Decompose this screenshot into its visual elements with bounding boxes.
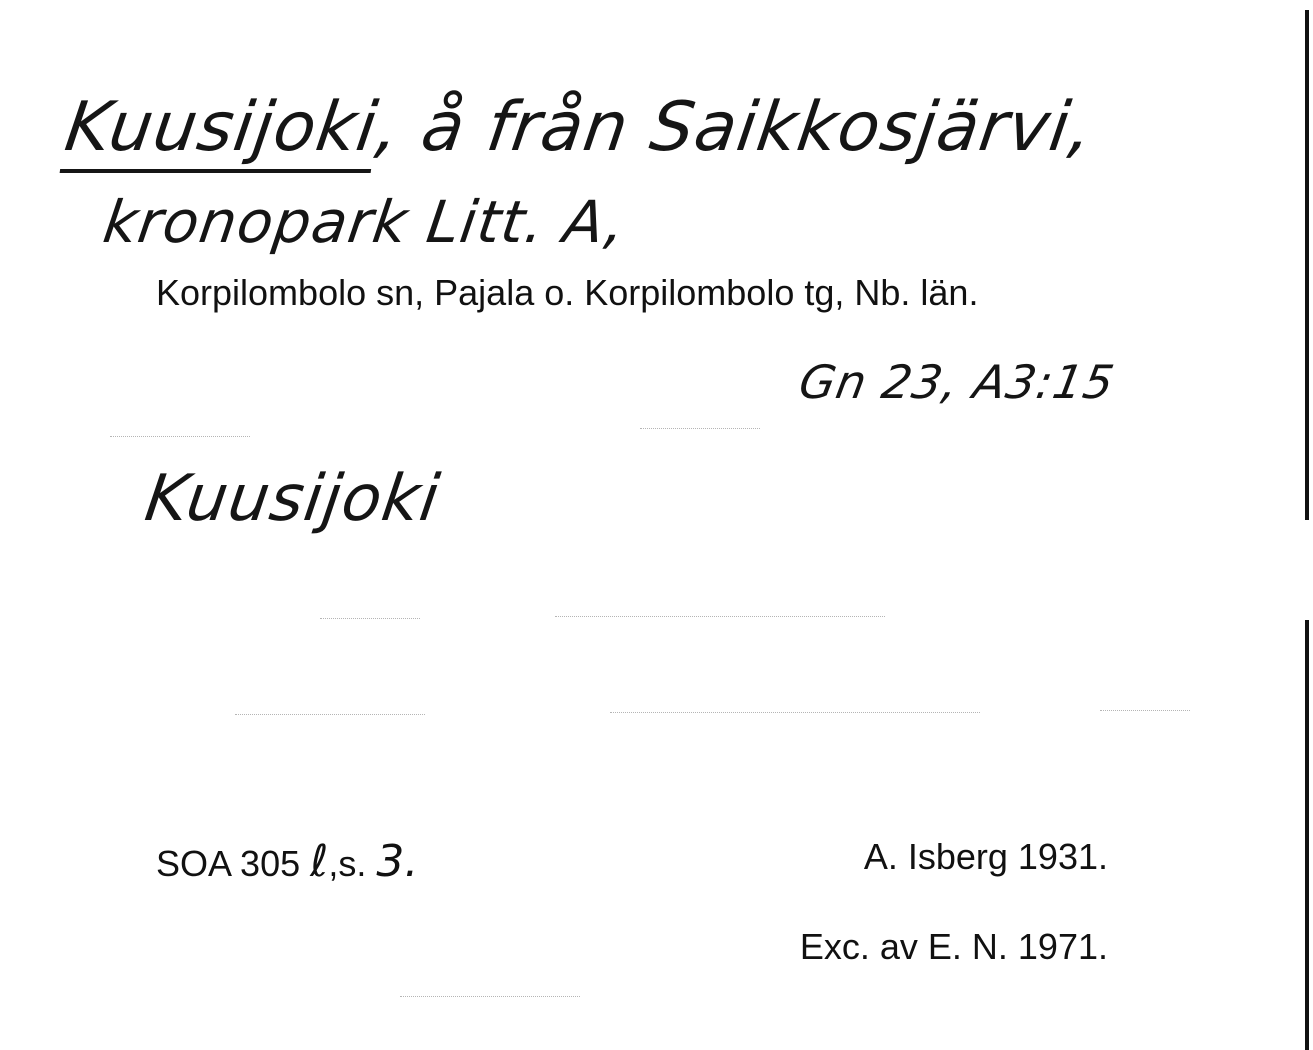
handwritten-title-name: Kuusijoki: [60, 88, 383, 173]
handwritten-title-rest: , å från Saikkosjärvi,: [371, 88, 1099, 167]
source-reference: [156, 836, 418, 887]
source-handwritten-page: 3.: [376, 836, 419, 887]
collector-line: A. Isberg 1931.: [863, 836, 1108, 877]
typed-location: Korpilombolo sn, Pajala o. Korpilombolo tg, Nb. län.: [156, 272, 979, 313]
source-middle: ,s.: [328, 843, 367, 884]
excerpt-line: Exc. av E. N. 1971.: [799, 926, 1108, 967]
source-prefix: SOA 305: [156, 843, 301, 884]
handwritten-subtitle: kronopark Litt. A,: [99, 188, 631, 256]
handwritten-name: Kuusijoki: [140, 462, 445, 536]
handwritten-reference: Gn 23, A3:15: [795, 355, 1119, 409]
handwritten-title: [60, 88, 1098, 167]
source-handwritten-letter: ℓ: [310, 836, 329, 887]
